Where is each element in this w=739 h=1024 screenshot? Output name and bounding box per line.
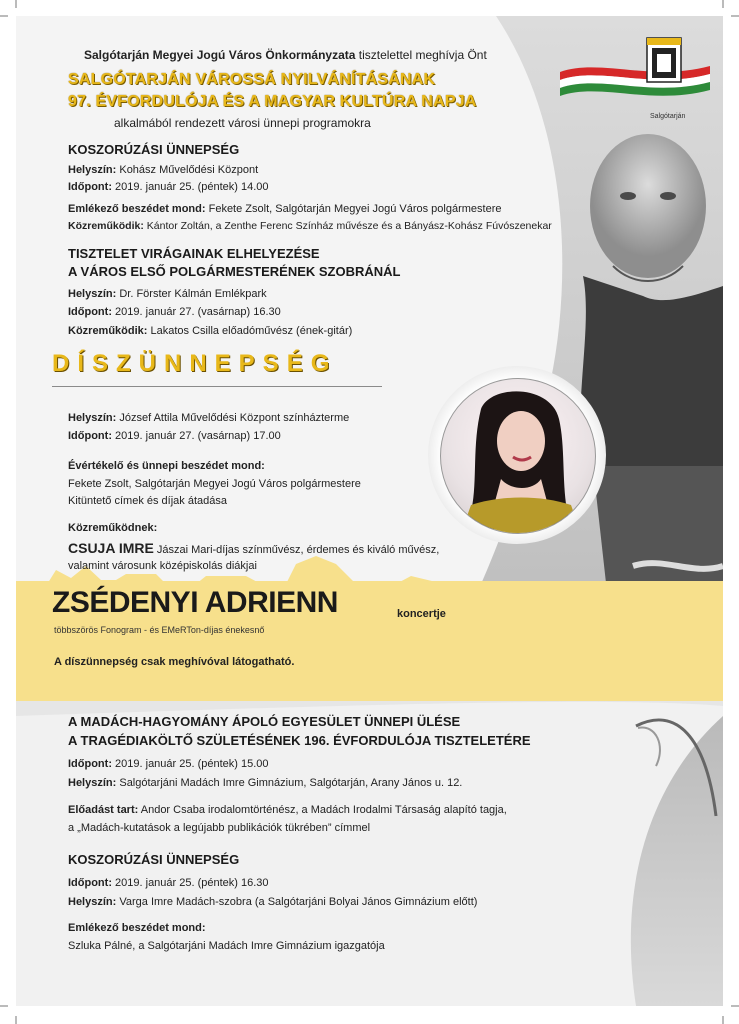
section3-idopont — [68, 430, 281, 443]
section4-helyszin-label: Helyszín: — [68, 777, 117, 789]
section1-kozremukodik — [68, 220, 552, 233]
section4-idopont — [68, 758, 269, 771]
csuja-desc: Jászai Mari-díjas színművész, érdemes és kiváló művész, — [153, 544, 440, 556]
section1-helyszin-label: Helyszín: — [68, 164, 117, 176]
section5-idopont-value: 2019. január 25. (péntek) 16.30 — [111, 877, 269, 889]
section4-title-line1: A MADÁCH-HAGYOMÁNY ÁPOLÓ EGYESÜLET ÜNNEPI ÜLÉSE — [68, 714, 461, 729]
section1-idopont — [68, 181, 269, 194]
section2-title-line1: TISZTELET VIRÁGAINAK ELHELYEZÉSE — [68, 246, 320, 261]
section3-ertekelo-line2: Kitüntető címek és díjak átadása — [68, 495, 227, 507]
header-line1 — [84, 48, 487, 62]
section4-eloadas-label: Előadást tart: — [68, 804, 139, 816]
section5-idopont — [68, 877, 269, 890]
header-org: Salgótarján Megyei Jogú Város Önkormányzata — [84, 48, 356, 62]
section4-title-line2: A TRAGÉDIAKÖLTŐ SZÜLETÉSÉNEK 196. ÉVFORDULÓJA TISZTELETÉRE — [68, 733, 531, 748]
header-line1-rest: tisztelettel meghívja Önt — [355, 48, 487, 62]
singer-portrait-image — [441, 379, 595, 533]
section1-title: KOSZORÚZÁSI ÜNNEPSÉG — [68, 142, 240, 157]
section2-helyszin — [68, 288, 267, 301]
section2-idopont-value: 2019. január 27. (vasárnap) 16.30 — [111, 306, 281, 318]
section1-helyszin — [68, 164, 258, 177]
section3-divider — [52, 386, 382, 387]
section3-helyszin — [68, 412, 349, 425]
section2-title-line2: A VÁROS ELSŐ POLGÁRMESTERÉNEK SZOBRÁNÁL — [68, 264, 401, 279]
section3-helyszin-value: József Attila Művelődési Központ színházterme — [116, 412, 350, 424]
header-title-line1: SALGÓTARJÁN VÁROSSÁ NYILVÁNÍTÁSÁNAK — [68, 71, 436, 88]
section1-idopont-value: 2019. január 25. (péntek) 14.00 — [111, 181, 269, 193]
section5-idopont-label: Időpont: — [68, 877, 112, 889]
section5-emlekezo-value: Szluka Pálné, a Salgótarjáni Madách Imre Gimnázium igazgatója — [68, 940, 385, 952]
city-flag-logo — [560, 30, 710, 110]
section4-idopont-label: Időpont: — [68, 758, 112, 770]
section4-eloadas-line2: a „Madách-kutatások a legújabb publikációk tükrében” címmel — [68, 822, 371, 834]
section3-ertekelo-line1: Fekete Zsolt, Salgótarján Megyei Jogú Város polgármestere — [68, 478, 361, 490]
quill-image — [626, 706, 723, 826]
section2-helyszin-label: Helyszín: — [68, 288, 117, 300]
section4-helyszin-value: Salgótarjáni Madách Imre Gimnázium, Salgótarján, Arany János u. 12. — [116, 777, 463, 789]
header-title-line2: 97. ÉVFORDULÓJA ÉS A MAGYAR KULTÚRA NAPJA — [68, 93, 477, 110]
section4-eloadas-value: Andor Csaba irodalomtörténész, a Madách Irodalmi Társaság alapító tagja, — [138, 804, 507, 816]
section1-kozremukodik-value: Kántor Zoltán, a Zenthe Ferenc Színház művésze és a Bányász-Kohász Fúvószenekar — [143, 220, 552, 232]
section3-idopont-value: 2019. január 27. (vasárnap) 17.00 — [111, 430, 281, 442]
section3-csuja-line2: valamint városunk középiskolás diákjai — [68, 560, 257, 572]
section3-idopont-label: Időpont: — [68, 430, 112, 442]
csuja-name: CSUJA IMRE — [68, 540, 154, 556]
section3-kozremukodnek-label: Közreműködnek: — [68, 522, 158, 534]
section4-helyszin — [68, 777, 462, 790]
performer-subtitle: többszörös Fonogram - és EMeRTon-díjas énekesnő — [54, 625, 265, 635]
section2-kozremukodik-label: Közreműködik: — [68, 325, 148, 337]
section1-kozremukodik-label: Közreműködik: — [68, 220, 144, 232]
section1-idopont-label: Időpont: — [68, 181, 112, 193]
section4-eloadas — [68, 804, 507, 817]
section1-emlekezo-value: Fekete Zsolt, Salgótarján Megyei Jogú Város polgármestere — [205, 203, 502, 215]
section2-helyszin-value: Dr. Förster Kálmán Emlékpark — [116, 288, 267, 300]
section5-helyszin-label: Helyszín: — [68, 896, 117, 908]
section5-helyszin — [68, 896, 477, 909]
section3-ertekelo-label: Évértékelő és ünnepi beszédet mond: — [68, 460, 265, 472]
section4-idopont-value: 2019. január 25. (péntek) 15.00 — [111, 758, 269, 770]
invitation-note: A díszünnepség csak meghívóval látogatható. — [54, 656, 295, 668]
singer-photo — [440, 378, 596, 534]
poet-portrait-image — [553, 126, 723, 646]
section2-idopont-label: Időpont: — [68, 306, 112, 318]
section5-title: KOSZORÚZÁSI ÜNNEPSÉG — [68, 852, 240, 867]
section3-csuja — [68, 540, 439, 557]
section3-title: DÍSZÜNNEPSÉG — [52, 350, 338, 377]
performer-koncertje: koncertje — [397, 608, 446, 620]
section5-emlekezo-label: Emlékező beszédet mond: — [68, 922, 206, 934]
logo-caption: Salgótarján — [650, 113, 686, 120]
performer-name: ZSÉDENYI ADRIENN — [52, 586, 338, 619]
section2-kozremukodik-value: Lakatos Csilla előadóművész (ének-gitár) — [147, 325, 353, 337]
section5-helyszin-value: Varga Imre Madách-szobra (a Salgótarjáni Bolyai János Gimnázium előtt) — [116, 896, 478, 908]
section1-emlekezo-label: Emlékező beszédet mond: — [68, 203, 206, 215]
section3-helyszin-label: Helyszín: — [68, 412, 117, 424]
section1-emlekezo — [68, 203, 501, 216]
section1-helyszin-value: Kohász Művelődési Központ — [116, 164, 259, 176]
section2-idopont — [68, 306, 281, 319]
header-subtitle: alkalmából rendezett városi ünnepi programokra — [114, 116, 371, 130]
section2-kozremukodik — [68, 325, 352, 338]
